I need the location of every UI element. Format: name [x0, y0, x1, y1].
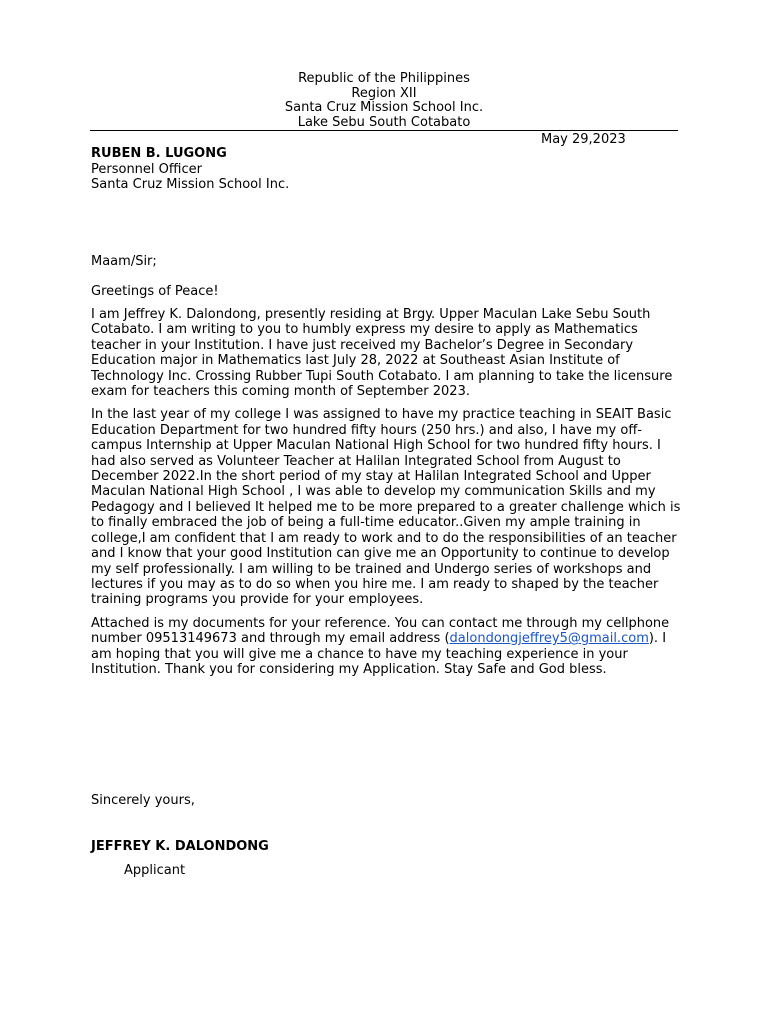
contact-text-after: ). I am hoping that you will give me a chance to have my teaching experience in your Institution. Thank you for considering my Application. Stay Safe and God bless.	[91, 631, 667, 677]
salutation: Maam/Sir;	[91, 254, 157, 269]
email-link[interactable]: dalondongjeffrey5@gmail.com	[449, 631, 649, 647]
letterhead-line-region: Region XII	[351, 85, 417, 101]
addressee-organization: Santa Cruz Mission School Inc.	[91, 177, 290, 192]
letterhead	[0, 72, 768, 130]
signer-name: JEFFREY K. DALONDONG	[91, 839, 269, 854]
letter-date: May 29,2023	[541, 132, 626, 147]
contact-text-before: Attached is my documents for your reference. You can contact me through my cellphone number 09513149673 and through my email address (	[91, 615, 670, 647]
addressee-block	[91, 146, 289, 193]
addressee-name: RUBEN B. LUGONG	[91, 146, 227, 161]
body-paragraph-experience: In the last year of my college I was assigned to have my practice teaching in SEAIT Basic Education Department for two hundred fifty hours (250 hrs.) and also, I have my off-campus Internship at Upper Maculan National High School for two hundred fifty hours. I had also served as Volunteer Teacher at Halilan Integrated School from August to December 2022.In the short period of my stay at Halilan Integrated School and Upper Maculan National High School , I was able to develop my communication Skills and my Pedagogy and I believed It helped me to be more prepared to a greater challenge which is to finally embraced the job of being a full-time educator..Given my ample training in college,I am confident that I am ready to work and to do the responsibilities of an teacher and I know that your good Institution can give me an Opportunity to continue to develop my self professionally. I am willing to be trained and Undergo series of workshops and lectures if you may as to do so when you hire me. I am ready to shaped by the teacher training programs you provide for your employees.	[91, 407, 681, 608]
signer-title: Applicant	[124, 863, 186, 878]
addressee-title: Personnel Officer	[91, 161, 202, 177]
header-divider	[90, 130, 678, 131]
letterhead-line-country: Republic of the Philippines	[298, 71, 470, 86]
greeting: Greetings of Peace!	[91, 284, 219, 299]
letter-body	[91, 307, 681, 685]
letterhead-line-location: Lake Sebu South Cotabato	[297, 114, 471, 130]
closing: Sincerely yours,	[91, 793, 195, 808]
body-paragraph-contact	[91, 616, 681, 678]
letterhead-line-school: Santa Cruz Mission School Inc.	[284, 100, 484, 116]
body-paragraph-intro: I am Jeffrey K. Dalondong, presently residing at Brgy. Upper Maculan Lake Sebu South Cotabato. I am writing to you to humbly express my desire to apply as Mathematics teacher in your Institution. I have just received my Bachelor’s Degree in Secondary Education major in Mathematics last July 28, 2022 at Southeast Asian Institute of Technology Inc. Crossing Rubber Tupi South Cotabato. I am planning to take the licensure exam for teachers this coming month of September 2023.	[91, 307, 673, 400]
